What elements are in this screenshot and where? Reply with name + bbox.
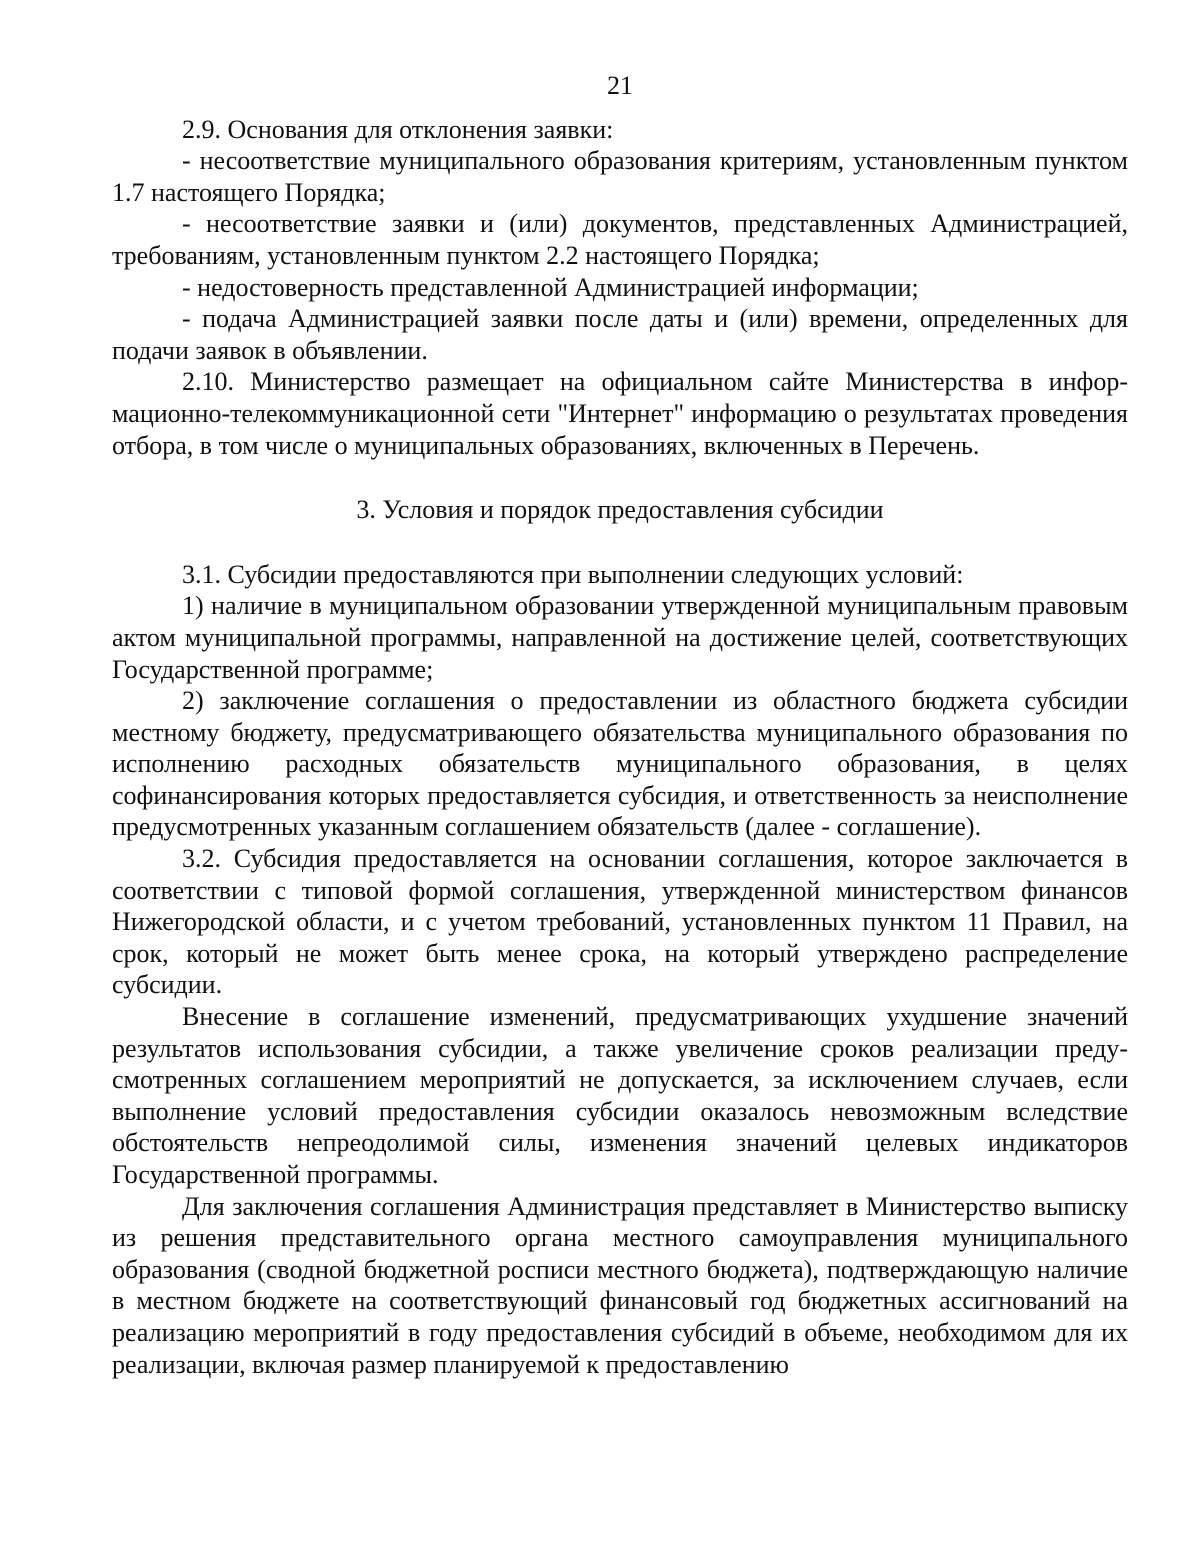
section-heading: 3. Условия и порядок предоставления субсидии: [356, 495, 884, 525]
document-page: [112, 70, 1128, 1380]
paragraph-3-1: 3.1. Субсидии предоставляются при выполнении следующих условий:: [182, 559, 964, 589]
paragraph-condition-2: 2) заключение соглашения о предоставлении из областного бюджета субсидии местному бюджету, предусматривающего обязательства муниципального образования по исполнению расходных обязательств муниципального образования, в целях софинансирования которых предоставляется субсидия, и ответственность за неисполнение предусмотренных указанным соглашением обязательств (далее - соглашение).: [112, 686, 1128, 842]
paragraph-amendments: Внесение в соглашение изменений, предусматривающих ухудшение значений результатов использования субсидии, а также увеличение сроков реализации предусмотренных соглашением мероприятий не допускается, за исключением случаев, если выполнение условий предоставления субсидии оказалось невозможным вследствие обстоятельств непреодолимой силы, изменения значений целевых индикаторов Государственной программы.: [112, 1002, 1128, 1189]
paragraph-condition-1: 1) наличие в муниципальном образовании утвержденной муниципальным правовым актом муниципальной программы, направленной на достижение целей, соответствующих Государственной программе;: [112, 591, 1128, 684]
paragraph-agreement-documents: Для заключения соглашения Администрация представляет в Министерство выписку из решения представительного органа местного самоуправления муниципального образования (сводной бюджетной росписи местного бюджета), подтверждающую наличие в местном бюджете на соответствующий финансовый год бюджетных ассигнований на реализацию мероприятий в году предоставления субсидий в объеме, необходимом для их реализации, включая размер планируемой к предоставлению: [112, 1191, 1128, 1379]
paragraph-reject-documents: - несоответствие заявки и (или) документов, представленных Администрацией, требованиям, установленным пунктом 2.2 настоящего Порядка;: [112, 209, 1128, 270]
paragraph-reject-late: - подача Администрацией заявки после даты и (или) времени, определенных для подачи заявок в объявлении.: [112, 304, 1128, 365]
paragraph-reject-unreliable: - недостоверность представленной Администрацией информации;: [182, 272, 919, 302]
paragraph-3-2: 3.2. Субсидия предоставляется на основании соглашения, которое заключается в соответствии с типовой формой соглашения, утвержденной министерством финансов Нижегородской области, и с учетом требований, установленных пунктом 11 Правил, на срок, который не может быть менее срока, на который утверждено распределение субсидии.: [112, 844, 1128, 1000]
paragraph-2-9-title: 2.9. Основания для отклонения заявки:: [182, 114, 614, 144]
paragraph-reject-criteria: - несоответствие муниципального образования критериям, установленным пунктом 1.7 настоящего Порядка;: [112, 146, 1128, 207]
paragraph-2-10: 2.10. Министерство размещает на официальном сайте Министерства в информационно-телекоммуникационной сети "Интернет" информацию о результатах проведения отбора, в том числе о муниципальных образованиях, включенных в Перечень.: [112, 367, 1128, 460]
page-number: 21: [607, 71, 633, 100]
